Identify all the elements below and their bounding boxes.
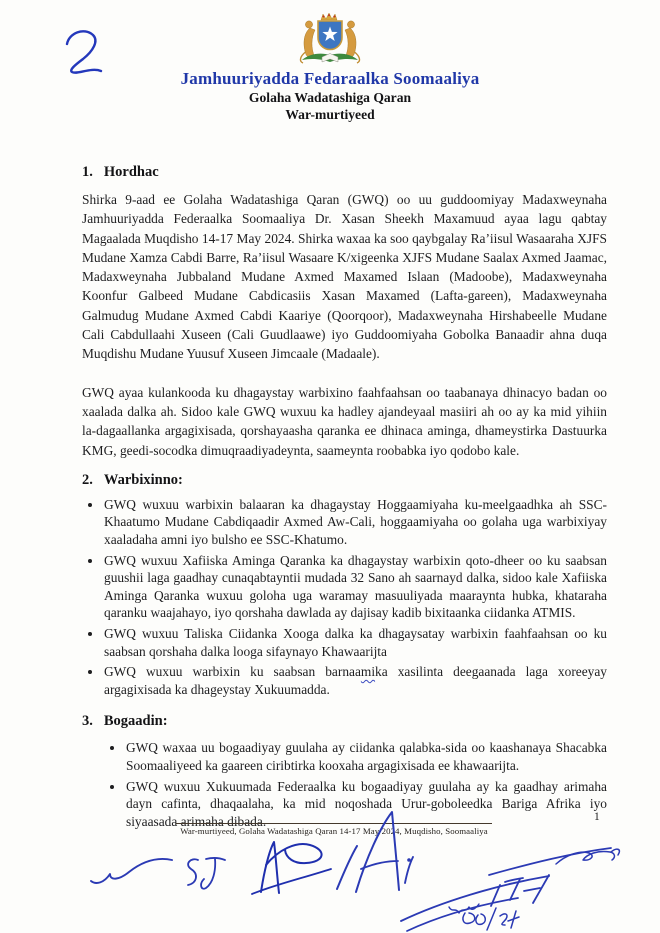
signature-scrawl-left bbox=[91, 859, 172, 883]
list-item: • GWQ waxaa uu bogaadiyay guulaha ay ciidanka qalabka-sida oo kaashanaya Shacabka Soomaaliyeed ka gaareen ciribtirka kooxaha argagixisada ee khawaarijta. bbox=[125, 739, 607, 774]
section-heading-bogaadin bbox=[82, 712, 607, 730]
list-item bbox=[103, 663, 607, 698]
page-footer bbox=[176, 823, 492, 836]
section-title: Bogaadin: bbox=[103, 713, 168, 730]
list-item: • GWQ wuxuu Xafiiska Aminga Qaranka ka dhagaystay warbixin qoto-dheer oo ku saabsan guushii laga gaadhay cunaqabtayntii mudada 32 Sano ah saarnayd dalka, sidoo kale Xafiiska Aminga Qaranka wuxuu goloha uga waramay masuuliyada maaraynta hubka, khataraha qaranku waajahayo, iyo qorshaha dawlada ay dajisay kadib bixitaanka ciidanka ATMIS. bbox=[103, 552, 607, 622]
council-name: Golaha Wadatashiga Qaran bbox=[248, 90, 412, 105]
letterhead bbox=[0, 11, 660, 123]
bogaadin-list bbox=[82, 739, 607, 830]
section-heading-hordhac bbox=[82, 163, 607, 181]
footer-text: War-murtiyeed, Golaha Wadatashiga Qaran 14-17 May 2024, Muqdisho, Soomaaliya bbox=[180, 826, 488, 836]
paragraph-intro-2: GWQ ayaa kulankooda ku dhagaystay warbixino faahfaahsan oo taabanaya dhinacyo badan oo xaalada dalka ah. Sidoo kale GWQ wuxuu ka hadley ajandeyaal masiiri ah oo ay ka mid yihiin la-dagaallanka argagixisada, qorshayaasha qaranka ee dhinaca aminga, dhameystirka Dastuurka KMG, geedi-socodka dimuqraadiyadeynta, saameynta roobabka iyo qodobo kale. bbox=[82, 384, 607, 458]
signature-scribble bbox=[252, 842, 331, 894]
somalia-coat-of-arms-icon bbox=[293, 11, 367, 67]
warbixinno-list bbox=[82, 496, 607, 699]
section-heading-warbixinno bbox=[82, 471, 607, 489]
section-title: Warbixinno: bbox=[103, 471, 183, 488]
signature-sj bbox=[188, 858, 225, 889]
list-item: • GWQ wuxuu Taliska Ciidanka Xooga dalka ka dhagaysatay warbixin faahfaahsan oo ku saabsan qorshaha dalka looga sifaynayo Khawaarijta bbox=[103, 625, 607, 660]
section-number: 2. bbox=[82, 471, 93, 488]
republic-title: Jamhuuriyadda Fedaraalka Soomaaliya bbox=[180, 69, 480, 88]
spellcheck-squiggle: mi bbox=[360, 664, 376, 680]
signature-flourish-right bbox=[489, 848, 619, 875]
list-item: • GWQ wuxuu warbixin balaaran ka dhagaystay Hoggaamiyaha ku-meelgaadhka ah SSC-Khaatumo Mudane Cabdiqaadir Axmed Aw-Cali, hoggaamiyaha oo golaha uga warbixiyay xaaladaha amni iyo bulsho ee SSC-Khatumo. bbox=[103, 496, 607, 549]
section-title: Hordhac bbox=[103, 164, 159, 180]
section-number: 3. bbox=[82, 713, 93, 730]
signature-date-scrawl bbox=[401, 875, 549, 931]
paragraph-intro-1: Shirka 9-aad ee Golaha Wadatashiga Qaran (GWQ) oo uu guddoomiyay Madaxweynaha Jamhuuriyadda Federaalka Soomaaliya Dr. Xasan Sheekh Maxamuud ayaa lagu qabtay Magaalada Muqdisho 14-17 May 2024. Shirka waxaa ka soo qaybgalay Ra’iisul Wasaaraha XJFS Mudane Xamza Cabdi Barre, Ra’iisul Wasaare K/xigeenka XJFS Mudane Saalax Axmed Jaamac, Madaxweynaha Jubbaland Mudane Axmed Maxamed Islaan (Madoobe), Madaxweynaha Koonfur Galbeed Mudane Cabdicasiis Xasan Maxamed (Lafta-gareen), Madaxweynaha Galmudug Mudane Axmed Cabdi Kaariye (Qoorqoor), Madaxweynaha Hirshabeelle Mudane Cali Cabdullaahi Xuseen (Cali Guudlaawe) iyo Guddoomiyaha Gobolka Banaadir ahna duqa Muqdishu Mudane Yuusuf Xuseen Jimcaale (Madaale). bbox=[82, 192, 607, 362]
list-item-text: GWQ wuxuu warbixin ku saabsan barnaa bbox=[104, 664, 361, 680]
footer-divider bbox=[176, 823, 492, 824]
document-type-title: War-murtiyeed bbox=[285, 107, 375, 122]
section-number: 1. bbox=[82, 164, 93, 180]
page-number: 1 bbox=[594, 811, 600, 823]
list-item: • GWQ wuxuu Xukuumada Federaalka ku bogaadiyay guulaha ay ka gaadhay arimaha dayn cafinta, dhaqaalaha, ka mid noqoshada Urur-goboleedka Bariga Afrika iyo siyaasada arimaha dibada. bbox=[125, 778, 607, 831]
document-body bbox=[82, 163, 607, 833]
list-item-text: ka xasilinta deegaanada laga xoreeyay argagixisada ka dhageystay Xukuumadda. bbox=[104, 664, 607, 697]
